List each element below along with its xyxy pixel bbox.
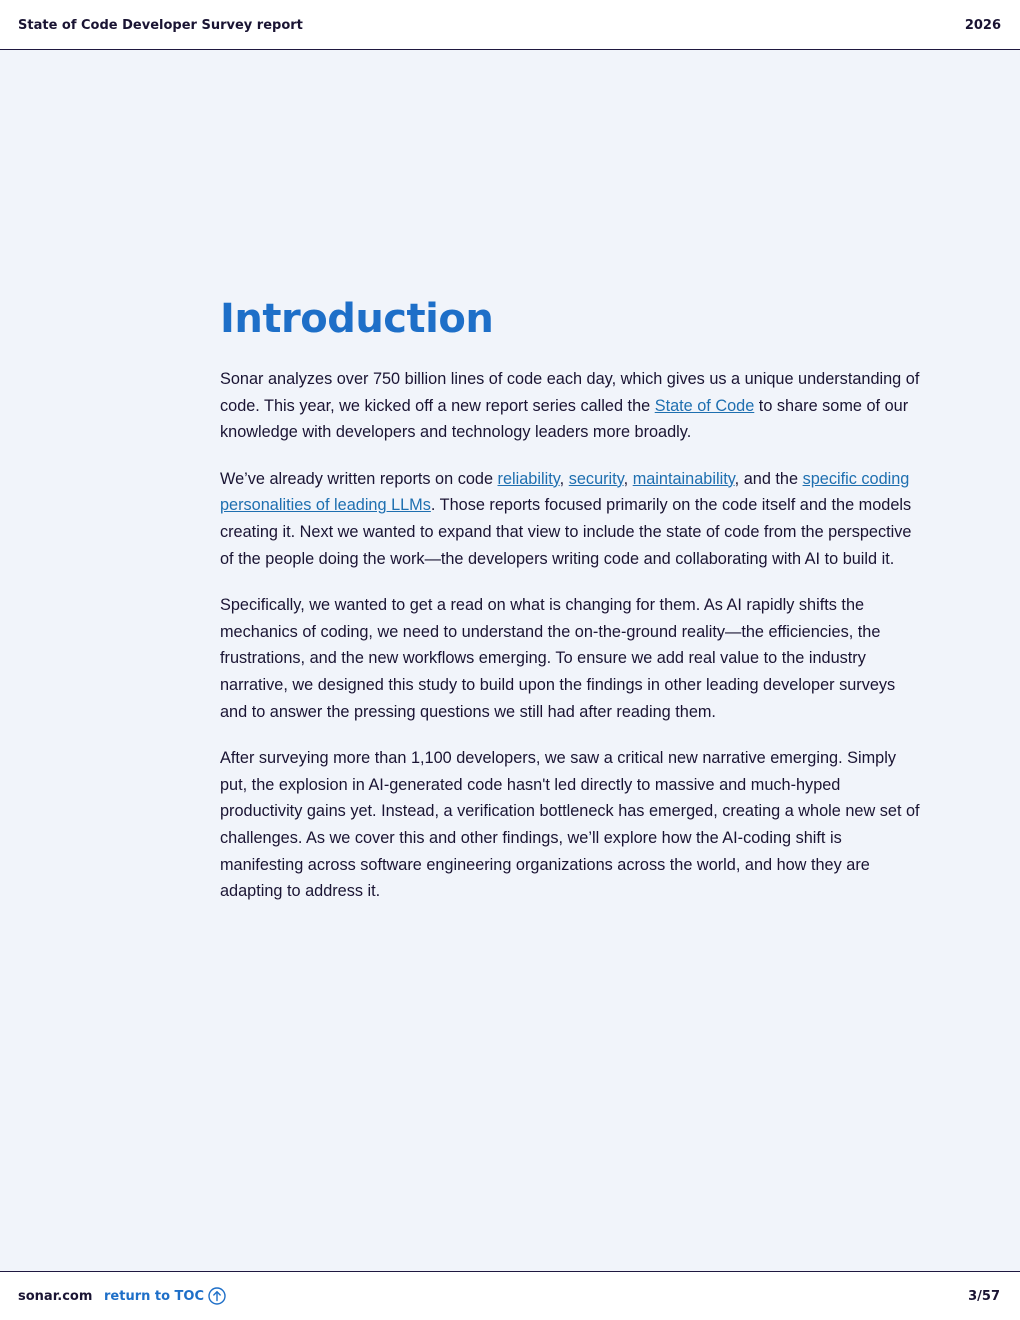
separator: , <box>559 469 569 488</box>
paragraph-text: , and the <box>734 469 803 488</box>
paragraph-text: Sonar analyzes over 750 billion lines of code each day, which gives us a unique understanding of code. This year, we kicked off a new report series called the <box>220 370 920 415</box>
state-of-code-link[interactable]: State of Code <box>654 396 755 415</box>
intro-paragraph-4: After surveying more than 1,100 developers, we saw a critical new narrative emerging. Simply put, the explosion in AI-generated code hasn't led directly to massive and much-hyped productivity gains yet. Instead, a verification bottleneck has emerged, creating a whole new set of challenges. As we cover this and other findings, we’ll explore how the AI-coding shift is manifesting across software engineering organizations across the world, and how they are adapting to address it. <box>220 749 920 901</box>
page-number: 3/57 <box>968 1289 1000 1304</box>
intro-paragraph-2 <box>220 466 925 572</box>
llm-personalities-link[interactable]: specific coding personalities of leading LLMs <box>220 469 910 515</box>
paragraph-text: . Those reports focused primarily on the code itself and the models creating it. Next we wanted to expand that view to include the state of code from the perspective of the people doing the work—the developers writing code and collaborating with AI to build it. <box>220 496 912 568</box>
page-header <box>0 0 1020 50</box>
security-link[interactable]: security <box>568 469 624 488</box>
maintainability-link[interactable]: maintainability <box>632 469 735 488</box>
paragraph-text: to share some of our knowledge with developers and technology leaders more broadly. <box>220 396 909 442</box>
return-to-toc-button[interactable] <box>104 1287 226 1305</box>
intro-paragraph-3: Specifically, we wanted to get a read on what is changing for them. As AI rapidly shifts the mechanics of coding, we need to understand the on-the-ground reality—the efficiencies, the frustrations, and the new workflows emerging. To ensure we add real value to the industry narrative, we designed this study to build upon the findings in other leading developer surveys and to answer the pressing questions we still had after reading them. <box>220 596 896 721</box>
main-content <box>220 296 925 925</box>
reliability-link[interactable]: reliability <box>497 469 560 488</box>
site-link[interactable]: sonar.com <box>18 1289 93 1304</box>
return-to-toc-label: return to TOC <box>104 1288 205 1304</box>
intro-paragraph-1 <box>220 366 925 446</box>
report-year: 2026 <box>964 18 1001 33</box>
page-footer <box>0 1271 1020 1320</box>
paragraph-text: We’ve already written reports on code <box>220 469 498 488</box>
report-title: State of Code Developer Survey report <box>18 18 303 33</box>
arrow-up-circle-icon <box>208 1287 226 1305</box>
separator: , <box>623 469 633 488</box>
page-title: Introduction <box>220 296 494 342</box>
